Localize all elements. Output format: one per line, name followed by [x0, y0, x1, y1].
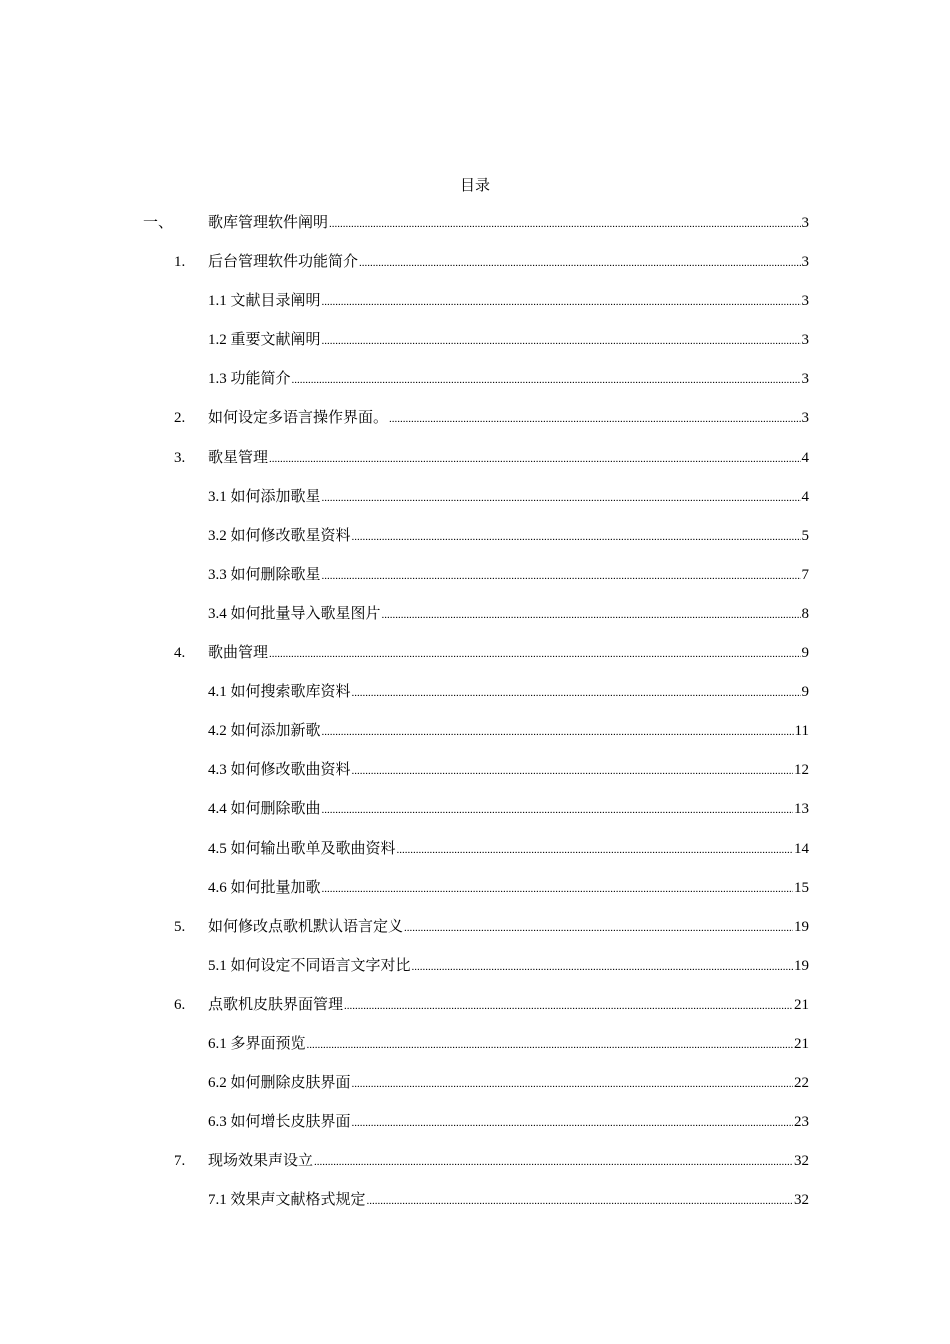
- toc-entry-number: 7.: [174, 1153, 186, 1170]
- toc-entry[interactable]: [0, 642, 950, 681]
- toc-dot-leader: [322, 721, 794, 743]
- toc-entry-title: 6.2 如何删除皮肤界面: [208, 1075, 351, 1092]
- toc-entry-line: [208, 1189, 809, 1211]
- toc-entry-page-number: 32: [794, 1192, 809, 1209]
- toc-entry-page-number: 22: [794, 1075, 809, 1092]
- toc-entry-page-number: 5: [801, 527, 809, 544]
- toc-entry[interactable]: [0, 955, 950, 994]
- toc-dot-leader: [359, 252, 800, 274]
- toc-entry-page-number: 14: [794, 840, 809, 857]
- toc-entry-title: 4.5 如何输出歌单及歌曲资料: [208, 840, 396, 857]
- toc-dot-leader: [352, 526, 801, 548]
- toc-entry-title: 3.2 如何修改歌星资料: [208, 527, 351, 544]
- toc-dot-leader: [322, 799, 793, 821]
- toc-dot-leader: [404, 917, 793, 939]
- toc-dot-leader: [382, 604, 801, 626]
- toc-entry-page-number: 7: [801, 566, 809, 583]
- toc-dot-leader: [322, 487, 801, 509]
- toc-entry-page-number: 12: [794, 762, 809, 779]
- toc-entry-title: 4.6 如何批量加歌: [208, 879, 321, 896]
- toc-dot-leader: [292, 369, 801, 391]
- toc-entry-title: 歌库管理软件阐明: [208, 215, 329, 231]
- toc-dot-leader: [322, 565, 801, 587]
- toc-entry[interactable]: [0, 525, 950, 564]
- toc-entry-number: 1.: [174, 254, 186, 271]
- toc-dot-leader: [269, 448, 800, 470]
- toc-entry[interactable]: [0, 290, 950, 329]
- toc-entry-line: [208, 525, 809, 547]
- toc-entry-number: 2.: [174, 410, 186, 427]
- toc-entry-page-number: 4: [801, 449, 809, 466]
- toc-dot-leader: [412, 956, 793, 978]
- toc-entry[interactable]: [0, 447, 950, 486]
- toc-entry-title: 歌曲管理: [208, 644, 269, 662]
- toc-entry-title: 5.1 如何设定不同语言文字对比: [208, 957, 411, 974]
- toc-entry-title: 如何设定多语言操作界面。: [208, 409, 389, 427]
- toc-entry-title: 6.3 如何增长皮肤界面: [208, 1114, 351, 1131]
- toc-entry-line: [208, 290, 809, 312]
- toc-dot-leader: [352, 1073, 793, 1095]
- toc-dot-leader: [352, 1112, 793, 1134]
- toc-entry-title: 4.2 如何添加新歌: [208, 723, 321, 740]
- toc-entry-title: 点歌机皮肤界面管理: [208, 996, 344, 1013]
- toc-entry[interactable]: [0, 329, 950, 368]
- toc-entry[interactable]: [0, 720, 950, 759]
- toc-entry-page-number: 19: [794, 918, 809, 935]
- toc-entry-title: 4.1 如何搜索歌库资料: [208, 684, 351, 701]
- toc-entry-line: [208, 251, 809, 273]
- toc-entry[interactable]: [0, 759, 950, 798]
- toc-entry[interactable]: [0, 564, 950, 603]
- toc-entry-page-number: 19: [794, 957, 809, 974]
- toc-entry-page-number: 3: [801, 254, 809, 271]
- toc-entry-page-number: 15: [794, 879, 809, 896]
- toc-dot-leader: [352, 760, 793, 782]
- toc-entry-title: 4.3 如何修改歌曲资料: [208, 762, 351, 779]
- toc-dot-leader: [269, 643, 800, 665]
- toc-entry-title: 6.1 多界面预览: [208, 1035, 306, 1052]
- toc-entry-number: 5.: [174, 918, 186, 935]
- toc-entry-page-number: 9: [801, 645, 809, 662]
- toc-entry-line: [208, 407, 809, 429]
- toc-entry-title: 3.3 如何删除歌星: [208, 566, 321, 583]
- toc-entry[interactable]: [0, 916, 950, 955]
- toc-dot-leader: [322, 878, 793, 900]
- toc-entry[interactable]: [0, 1111, 950, 1150]
- toc-entry-line: [208, 1150, 809, 1172]
- toc-entry-title: 现场效果声设立: [208, 1153, 314, 1170]
- toc-entry[interactable]: [0, 1033, 950, 1072]
- toc-entry-title: 7.1 效果声文献格式规定: [208, 1192, 366, 1209]
- toc-entry-title: 1.2 重要文献阐明: [208, 332, 321, 349]
- toc-entry[interactable]: [0, 486, 950, 525]
- toc-entry-page-number: 21: [794, 996, 809, 1013]
- toc-entry-page-number: 3: [801, 371, 809, 388]
- toc-dot-leader: [352, 682, 801, 704]
- toc-entry-number: 6.: [174, 996, 186, 1013]
- toc-entry-title: 3.1 如何添加歌星: [208, 488, 321, 505]
- toc-dot-leader: [314, 1151, 793, 1173]
- toc-entry-line: [208, 329, 809, 351]
- toc-entry-line: [208, 368, 809, 390]
- toc-entry-page-number: 13: [794, 801, 809, 818]
- toc-entry-page-number: 11: [794, 723, 809, 740]
- toc-entry-title: 后台管理软件功能简介: [208, 254, 359, 271]
- toc-entry-line: [208, 1072, 809, 1094]
- toc-entry-line: [208, 994, 809, 1016]
- toc-entry-line: [208, 955, 809, 977]
- toc-entry[interactable]: [0, 681, 950, 720]
- toc-entry-page-number: 21: [794, 1035, 809, 1052]
- toc-entry-line: [208, 212, 809, 234]
- toc-entry[interactable]: [0, 1150, 950, 1189]
- toc-entry-title: 如何修改点歌机默认语言定义: [208, 918, 404, 935]
- toc-entry[interactable]: [0, 877, 950, 916]
- toc-entry[interactable]: [0, 1189, 950, 1228]
- toc-entry-line: [208, 681, 809, 703]
- toc-entry[interactable]: [0, 251, 950, 290]
- toc-entry[interactable]: [0, 407, 950, 446]
- toc-entry-title: 1.3 功能简介: [208, 371, 291, 388]
- toc-entry-number: 3.: [174, 449, 186, 466]
- toc-entry-page-number: 3: [801, 332, 809, 349]
- toc-entry-page-number: 4: [801, 488, 809, 505]
- toc-entry-line: [208, 486, 809, 508]
- toc-entry-page-number: 3: [801, 215, 809, 231]
- toc-entry[interactable]: [0, 368, 950, 407]
- toc-dot-leader: [397, 839, 793, 861]
- toc-entry-line: [208, 642, 809, 664]
- toc-entry-line: [208, 916, 809, 938]
- toc-entry-line: [208, 838, 809, 860]
- toc-dot-leader: [322, 291, 801, 313]
- toc-entry-line: [208, 877, 809, 899]
- toc-entry-title: 4.4 如何删除歌曲: [208, 801, 321, 818]
- toc-dot-leader: [329, 213, 800, 235]
- toc-list: [0, 212, 950, 1228]
- toc-entry-page-number: 3: [801, 410, 809, 427]
- toc-entry-page-number: 8: [801, 605, 809, 622]
- toc-entry[interactable]: [0, 994, 950, 1033]
- toc-dot-leader: [389, 408, 800, 430]
- toc-entry-line: [208, 603, 809, 625]
- toc-entry-page-number: 9: [801, 684, 809, 701]
- toc-entry-number: 一、: [143, 215, 174, 231]
- toc-entry-page-number: 3: [801, 293, 809, 310]
- toc-entry-line: [208, 720, 809, 742]
- toc-entry-title: 1.1 文献目录阐明: [208, 293, 321, 310]
- toc-entry-number: 4.: [174, 645, 186, 662]
- toc-entry-line: [208, 1033, 809, 1055]
- toc-entry-line: [208, 564, 809, 586]
- toc-dot-leader: [367, 1190, 793, 1212]
- toc-entry[interactable]: [0, 603, 950, 642]
- toc-entry[interactable]: [0, 212, 950, 251]
- toc-entry-page-number: 32: [794, 1153, 809, 1170]
- toc-dot-leader: [344, 995, 793, 1017]
- toc-entry[interactable]: [0, 1072, 950, 1111]
- toc-entry-line: [208, 759, 809, 781]
- toc-dot-leader: [307, 1034, 793, 1056]
- toc-entry-title: 3.4 如何批量导入歌星图片: [208, 605, 381, 622]
- toc-title: 目录: [459, 178, 490, 194]
- toc-entry-line: [208, 447, 809, 469]
- toc-entry[interactable]: [0, 798, 950, 837]
- toc-entry-page-number: 23: [794, 1114, 809, 1131]
- toc-entry-line: [208, 1111, 809, 1133]
- toc-entry[interactable]: [0, 838, 950, 877]
- toc-entry-title: 歌星管理: [208, 449, 269, 466]
- toc-dot-leader: [322, 330, 801, 352]
- toc-entry-line: [208, 798, 809, 820]
